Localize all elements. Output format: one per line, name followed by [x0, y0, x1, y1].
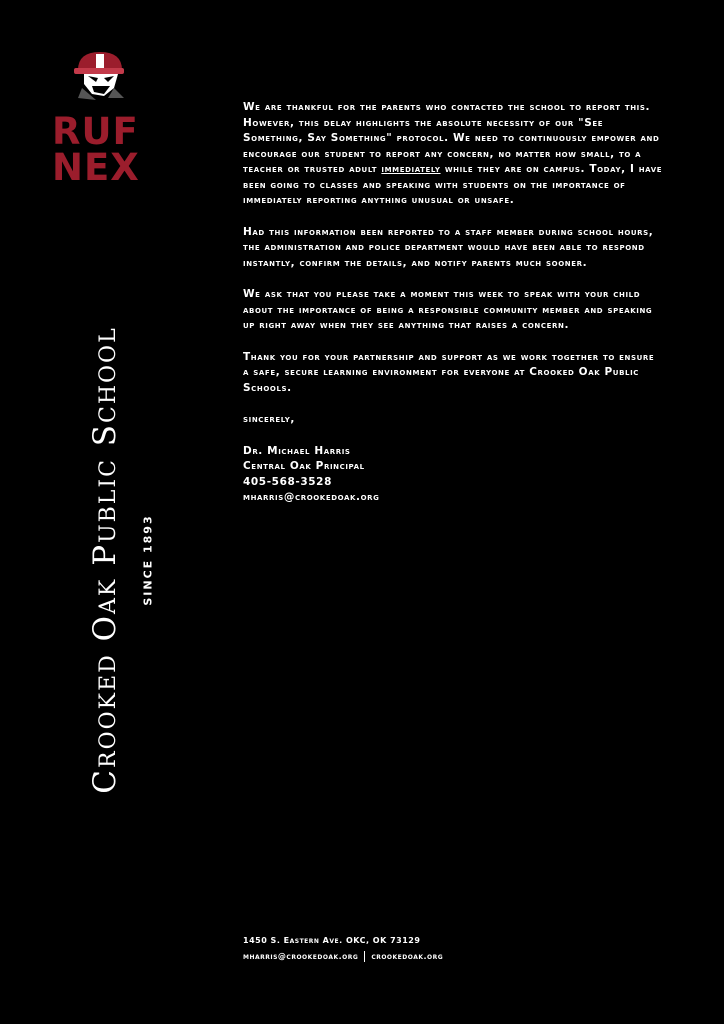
closing: sincerely, [243, 413, 296, 425]
school-name-vertical: Crooked Oak Public School [87, 326, 123, 794]
paragraph-4: Thank you for your partnership and support as we work together to ensure a safe, secure learning environment for everyone at Crooked Oak Public Schools. [243, 350, 655, 394]
letter-body [243, 100, 663, 506]
footer-address: 1450 S. Eastern Ave. OKC, OK 73129 [243, 936, 421, 945]
signature-block [243, 444, 663, 506]
footer [243, 936, 443, 962]
footer-email[interactable]: mharris@crookedoak.org [243, 952, 359, 961]
signer-email[interactable]: mharris@crookedoak.org [243, 491, 380, 503]
footer-divider [364, 951, 365, 962]
helmet-mascot-icon [52, 48, 132, 104]
footer-website[interactable]: crookedoak.org [371, 952, 444, 961]
paragraph-3: We ask that you please take a moment this week to speak with your child about the importance of being a responsible community member and speaking up right away when they see anything that raises a concern. [243, 288, 653, 331]
signer-title: Central Oak Principal [243, 460, 365, 472]
paragraph-2: Had this information been reported to a staff member during school hours, the administration and police department would have been able to respond instantly, confirm the details, and notify parents much sooner. [243, 225, 654, 269]
logo-line-2: NEX [52, 146, 140, 189]
paragraph-1: We are thankful for the parents who contacted the school to report this. However, this delay highlights the absolute necessity of our "See Something, Say Something" protocol. We need to continuously empower and encourage our student to report any concern, no matter how small, to a teacher or trusted adult immediately while they are on campus. Today, I have been going to classes and speaking with students on the importance of immediately reporting anything unusual or unsafe. [243, 101, 663, 206]
signer-name: Dr. Michael Harris [243, 444, 351, 457]
school-logo [52, 48, 148, 188]
emphasized-word: immediately [381, 163, 441, 175]
since-year: SINCE 1893 [141, 514, 155, 606]
signer-phone: 405-568-3528 [243, 475, 332, 488]
logo-line-1: RUF [52, 110, 139, 153]
